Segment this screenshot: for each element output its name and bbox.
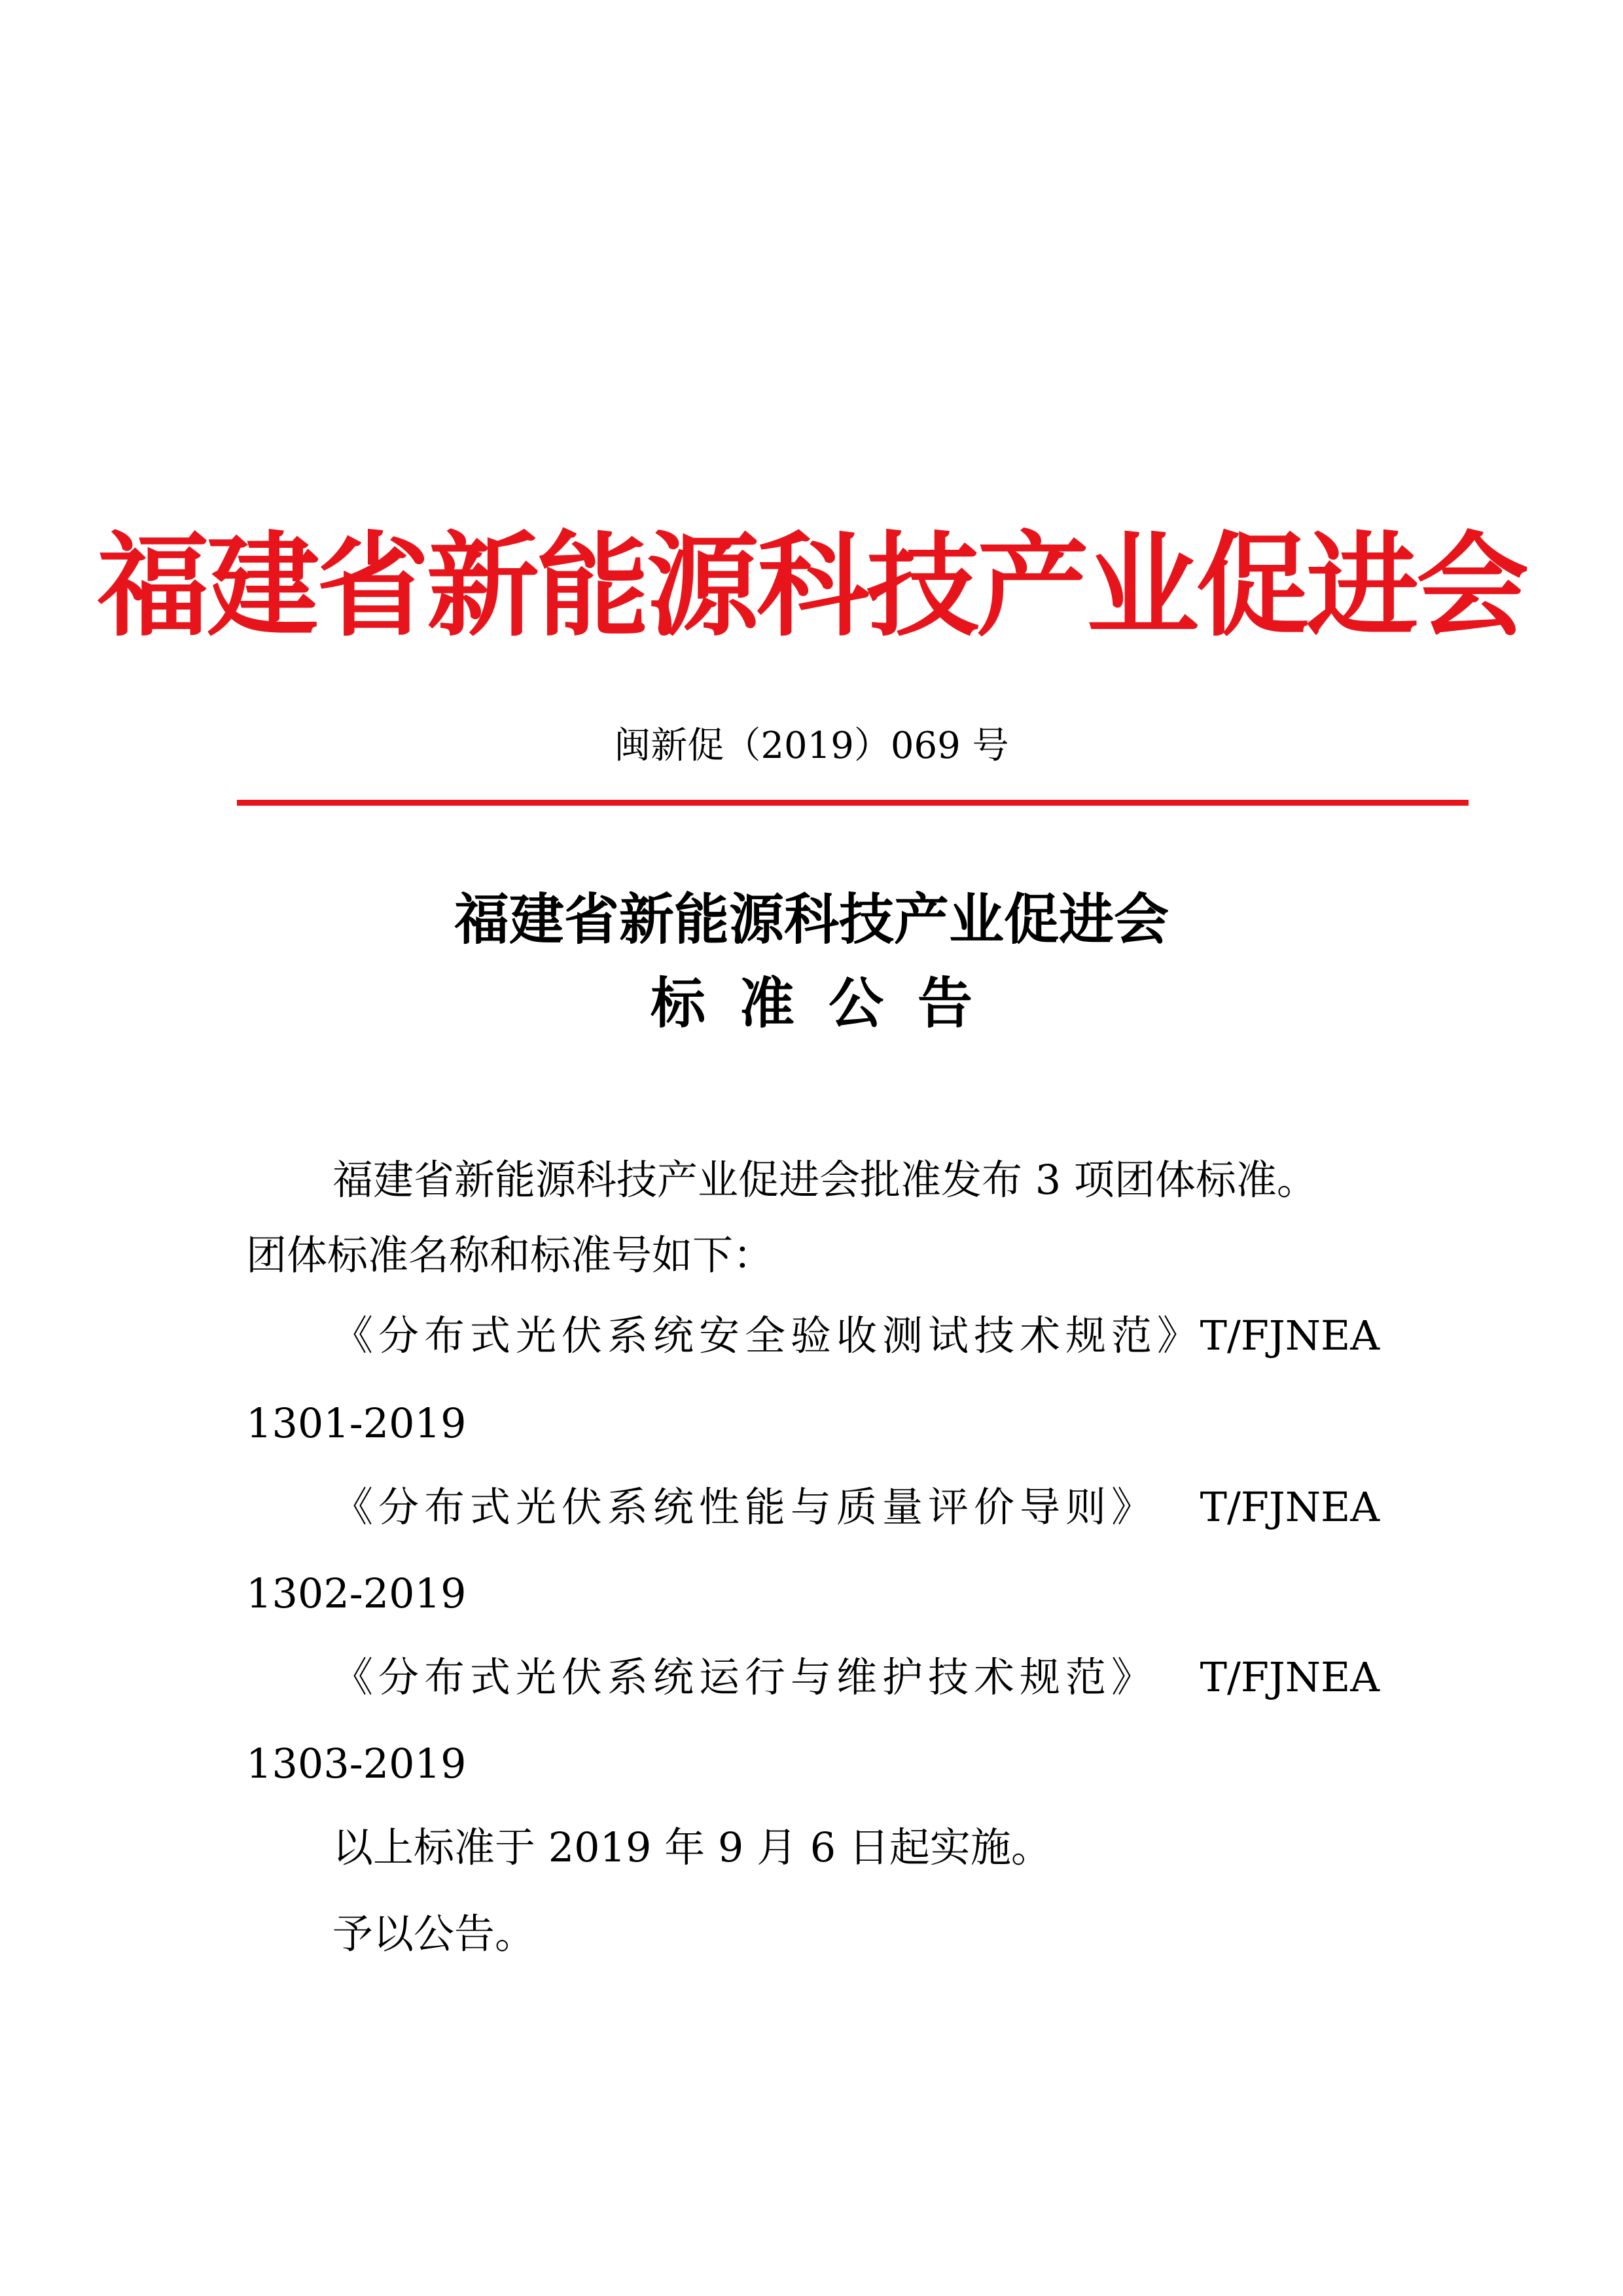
document-number: 闽新促（2019）069 号: [614, 725, 1009, 767]
standard-item-3: [332, 1648, 1380, 1707]
effective-date-paragraph: 以上标准于 2019 年 9 月 6 日起实施。: [332, 1823, 1052, 1871]
organization-banner: 福建省新能源科技产业促进会: [97, 519, 1526, 652]
intro-paragraph-line1: 福建省新能源科技产业促进会批准发布 3 项团体标准。: [332, 1156, 1317, 1204]
standard-code-number: 1302-2019: [246, 1570, 467, 1617]
standard-code-prefix: T/FJNEA: [1200, 1653, 1380, 1701]
standard-title: 《分布式光伏系统安全验收测试技术规范》: [332, 1312, 1204, 1359]
closing-paragraph: 予以公告。: [332, 1910, 536, 1958]
standard-code-number: 1303-2019: [246, 1740, 467, 1787]
announcement-title: 标准公告: [650, 971, 1007, 1035]
intro-paragraph-line2: 团体标准名称和标准号如下：: [246, 1231, 774, 1279]
standard-code-prefix: T/FJNEA: [1200, 1483, 1380, 1531]
announcement-title-organization: 福建省新能源科技产业促进会: [454, 887, 1169, 952]
standard-code-number: 1301-2019: [246, 1399, 467, 1447]
standard-code-prefix: T/FJNEA: [1200, 1312, 1380, 1359]
standard-title: 《分布式光伏系统性能与质量评价导则》: [332, 1483, 1158, 1531]
standard-item-2: [332, 1478, 1380, 1537]
standard-item-1: [332, 1306, 1380, 1365]
standard-title: 《分布式光伏系统运行与维护技术规范》: [332, 1653, 1158, 1701]
red-divider: [237, 800, 1469, 806]
